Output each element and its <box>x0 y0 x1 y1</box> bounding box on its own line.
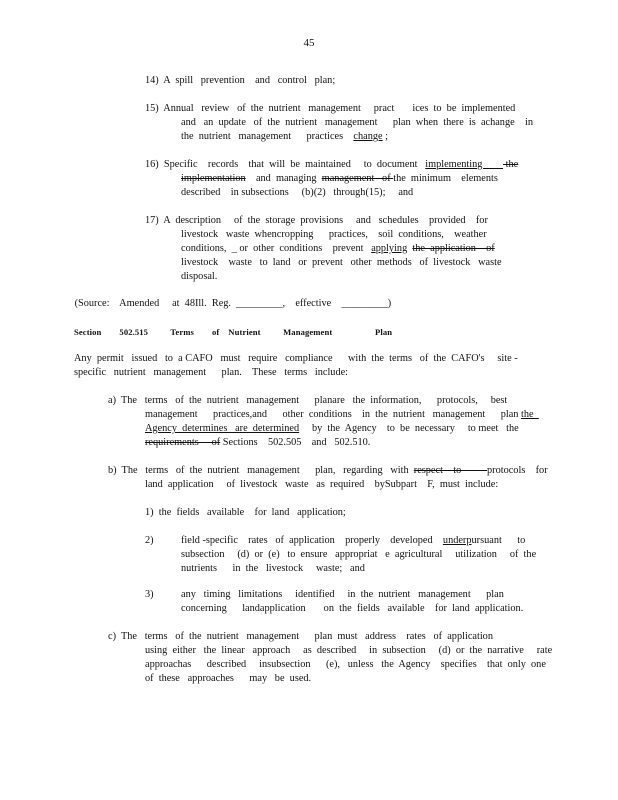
list-item-16-text: 16) Specific records that will be maintained to document <box>145 159 426 170</box>
list-item-15-text: the nutrient management practices <box>181 131 354 142</box>
deleted-text: implementation <box>181 173 246 184</box>
deleted-text: requirements of <box>145 437 221 448</box>
paragraph-a-line3 <box>145 422 519 435</box>
paragraph-a-line1: a) The terms of the nutrient management planare the information, protocols, best <box>108 395 508 406</box>
paragraph-a-text: by the Agency to be necessary to meet the <box>299 423 519 434</box>
intro-line2: specific nutrient management plan. These terms include: <box>74 367 349 378</box>
list-item-16-text: and managing <box>245 173 322 184</box>
sub-item-2-line2: subsection (d) or (e) to ensure appropriat e agricultural utilization of the <box>181 549 537 560</box>
list-item-17-line2: livestock waste whencropping practices, soil conditions, weather <box>181 229 487 240</box>
sub-item-3-line1: any timing limitations identified in the nutrient management plan <box>181 589 504 600</box>
deleted-text: management of <box>321 173 394 184</box>
list-item-17-text: conditions, _ or other conditions prevent <box>181 243 372 254</box>
inserted-text: the <box>521 409 539 420</box>
paragraph-a-line2 <box>145 408 539 421</box>
paragraph-c-line2: using either the linear approach as described in subsection (d) or the narrative rate <box>145 645 553 656</box>
sub-item-1: 1) the fields available for land application; <box>145 507 346 518</box>
sub-item-2-line1 <box>181 534 525 547</box>
paragraph-a-text: Sections 502.505 and 502.510. <box>220 437 371 448</box>
paragraph-c-line4: of these approaches may be used. <box>145 673 312 684</box>
list-item-17-line4: livestock waste to land or prevent other methods of livestock waste <box>181 257 502 268</box>
paragraph-c-line1: c) The terms of the nutrient management plan must address rates of application <box>108 631 493 642</box>
list-item-16-line1 <box>145 158 518 171</box>
list-item-15-line3 <box>181 130 388 143</box>
deleted-text: respect to <box>413 465 487 476</box>
paragraph-a-line4 <box>145 436 370 449</box>
paragraph-a-text: management practices,and other conditions in the nutrient management plan <box>145 409 522 420</box>
section-heading: Section 502.515 Terms of Nutrient Management Plan <box>74 327 393 337</box>
sub-item-3-line2: concerning landapplication on the fields available for land application. <box>181 603 524 614</box>
source-note: (Source: Amended at 48Ill. Reg. _________, effective _________) <box>72 298 392 309</box>
sub-item-2-text: ursuant to <box>471 535 526 546</box>
paragraph-b-line2: land application of livestock waste as required bySubpart F, must include: <box>145 479 499 490</box>
paragraph-b-text: protocols for <box>487 465 548 476</box>
list-item-17-line5: disposal. <box>181 271 218 282</box>
list-item-15-line2: and an update of the nutrient management plan when there is achange in <box>181 117 533 128</box>
sub-item-2-text: field -specific rates of application properly developed <box>181 535 443 546</box>
sub-item-2-line3: nutrients in the livestock waste; and <box>181 563 365 574</box>
intro-line1: Any permit issued to a CAFO must require compliance with the terms of the CAFO's site - <box>74 353 518 364</box>
inserted-text: underp <box>442 535 472 546</box>
list-item-17-line3 <box>181 242 495 255</box>
list-item-15-line1: 15) Annual review of the nutrient management pract ices to be implemented <box>145 103 516 114</box>
inserted-text: Agency determines are determined <box>145 423 300 434</box>
list-item-16-line3: described in subsections (b)(2) through(15); and <box>181 187 414 198</box>
list-item-17-line1: 17) A description of the storage provisions and schedules provided for <box>145 215 488 226</box>
list-item-16-line2 <box>181 172 498 185</box>
page-number: 45 <box>303 37 315 49</box>
deleted-text: the application of <box>412 243 495 254</box>
paragraph-b-line1 <box>108 464 548 477</box>
list-item-14: 14) A spill prevention and control plan; <box>145 75 336 86</box>
paragraph-b-text: b) The terms of the nutrient management plan, regarding with <box>108 465 414 476</box>
list-item-15-text-end: ; <box>382 131 389 142</box>
inserted-text: implementing <box>425 159 504 170</box>
inserted-text: change <box>353 131 383 142</box>
list-item-16-text: the minimum elements <box>393 173 498 184</box>
sub-item-3-number: 3) <box>145 589 154 600</box>
sub-item-2-number: 2) <box>145 535 154 546</box>
paragraph-c-line3: approachas described insubsection (e), unless the Agency specifies that only one <box>145 659 546 670</box>
inserted-text: applying <box>371 243 408 254</box>
deleted-text: the <box>503 159 519 170</box>
